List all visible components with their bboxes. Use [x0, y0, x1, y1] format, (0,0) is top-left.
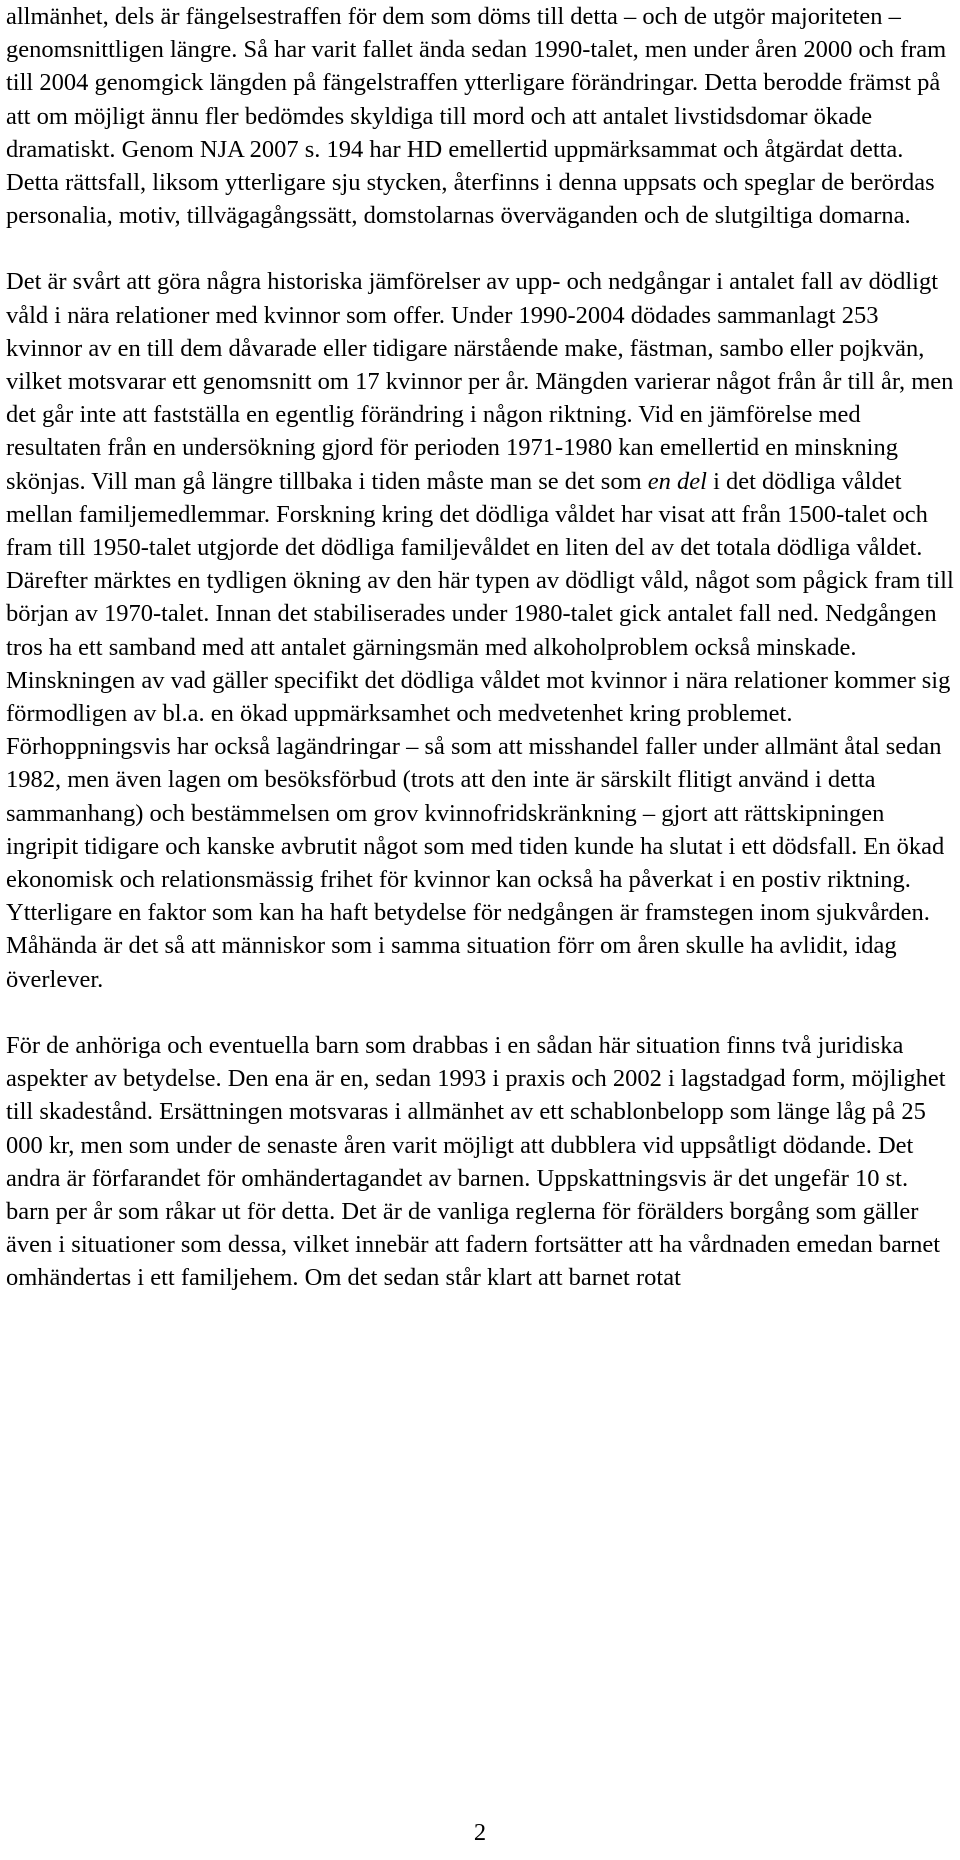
paragraph-text: i det dödliga våldet mellan familjemedlemmar. Forskning kring det dödliga våldet har visat att från 1500-talet och fram till 1950-talet utgjorde det dödliga familjevåldet en liten del av det totala dödliga våldet. Därefter märktes en tydligen ökning av den här typen av dödligt våld, något som pågick fram till början av 1970-talet. Innan det stabiliserades under 1980-talet gick antalet fall ned. Nedgången tros ha ett samband med att antalet gärningsmän med alkoholproblem också minskade. Minskningen av vad gäller specifikt det dödliga våldet mot kvinnor i nära relationer kommer sig förmodligen av bl.a. en ökad uppmärksamhet och medvetenhet kring problemet. Förhoppningsvis har också lagändringar – så som att misshandel faller under allmänt åtal sedan 1982, men även lagen om besöksförbud (trots att den inte är särskilt flitigt använd i detta sammanhang) och bestämmelsen om grov kvinnofridskränkning – gjort att rättskipningen ingripit tidigare och kanske avbrutit något som med tiden kunde ha slutat i ett dödsfall. En ökad ekonomisk och relationsmässig frihet för kvinnor kan också ha påverkat i en postiv riktning. Ytterligare en faktor som kan ha haft betydelse för nedgången är framstegen inom sjukvården. Måhända är det så att människor som i samma situation förr om åren skulle ha avlidit, idag överlever.	[6, 467, 954, 993]
page-number: 2	[473, 1819, 487, 1846]
paragraph-text: Det är svårt att göra några historiska jämförelser av upp- och nedgångar i antalet fall av dödligt våld i nära relationer med kvinnor som offer. Under 1990-2004 dödades sammanlagt 253 kvinnor av en till dem dåvarade eller tidigare närstående make, fästman, sambo eller pojkvän, vilket motsvarar ett genomsnitt om 17 kvinnor per år. Mängden varierar något från år till år, men det går inte att fastställa en egentlig förändring i någon riktning. Vid en jämförelse med resultaten från en undersökning gjord för perioden 1971-1980 kan emellertid en minskning skönjas. Vill man gå längre tillbaka i tiden måste man se det som	[6, 268, 954, 495]
paragraph-relatives-and-children	[6, 1029, 956, 1295]
paragraph-text: För de anhöriga och eventuella barn som drabbas i en sådan här situation finns två juridiska aspekter av betydelse. Den ena är en, sedan 1993 i praxis och 2002 i lagstadgad form, möjlighet till skadestånd. Ersättningen motsvaras i allmänhet av ett schablonbelopp som länge låg på 25 000 kr, men som under de senaste åren varit möjligt att dubblera vid uppsåtligt dödande. Det andra är förfarandet för omhändertagandet av barnen. Uppskattningsvis är det ungefär 10 st. barn per år som råkar ut för detta. Det är de vanliga reglerna för förälders borgång som gäller även i situationer som dessa, vilket innebär att fadern fortsätter att ha vårdnaden emedan barnet omhändertas i ett familjehem. Om det sedan står klart att barnet rotat	[6, 1031, 946, 1292]
paragraph-historical-comparison	[6, 265, 956, 995]
document-page	[6, 0, 956, 1295]
emphasized-text: en del	[647, 467, 707, 495]
paragraph-text: allmänhet, dels är fängelsestraffen för dem som döms till detta – och de utgör majoriteten – genomsnittligen längre. Så har varit fallet ända sedan 1990-talet, men under åren 2000 och fram till 2004 genomgick längden på fängelstraffen ytterligare förändringar. Detta berodde främst på att om möjligt ännu fler bedömdes skyldiga till mord och att antalet livstidsdomar ökade dramatiskt. Genom NJA 2007 s. 194 har HD emellertid uppmärksammat och åtgärdat detta. Detta rättsfall, liksom ytterligare sju stycken, återfinns i denna uppsats och speglar de berördas personalia, motiv, tillvägagångssätt, domstolarnas överväganden och de slutgiltiga domarna.	[6, 3, 947, 230]
paragraph-sentencing	[6, 0, 956, 232]
